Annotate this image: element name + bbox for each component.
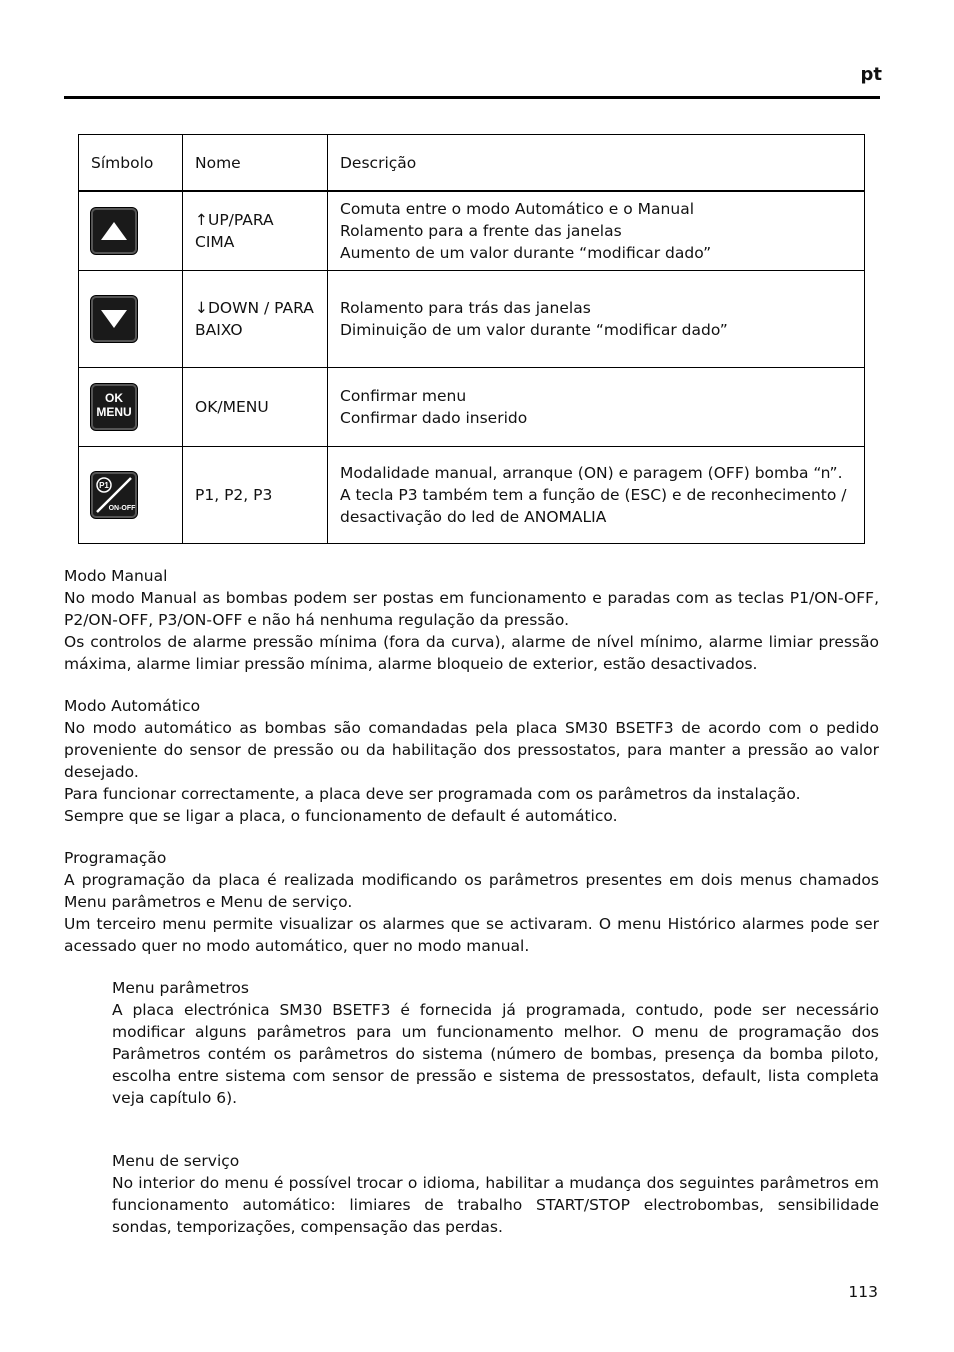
ok-label: OK — [105, 390, 123, 405]
symbol-cell — [79, 191, 183, 270]
up-arrow-key-icon — [91, 208, 137, 254]
p1-label: P1 — [99, 480, 109, 490]
table-header-row — [79, 135, 865, 192]
description-cell — [328, 270, 865, 367]
paragraph: A placa electrónica SM30 BSETF3 é fornecida já programada, contudo, pode ser necessário modificar alguns parâmetros para um funcionamento melhor. O menu de programação dos Parâmetros contém os parâmetros do sistema (número de bombas, presença da bomba piloto, escolha entre sistema com sensor de pressão e sistema de pressostatos, default, lista completa veja capítulo 6). — [112, 1001, 879, 1107]
section-service-menu — [112, 1150, 879, 1238]
symbol-cell — [79, 367, 183, 446]
description-line: Diminuição de um valor durante “modificar dado” — [340, 320, 728, 339]
description-line: Modalidade manual, arranque (ON) e paragem (OFF) bomba “n”. — [340, 463, 843, 482]
table-row — [79, 191, 865, 270]
description-line: Confirmar menu — [340, 386, 467, 405]
down-arrow-key-icon — [91, 296, 137, 342]
section-manual — [64, 565, 879, 675]
description-cell — [328, 191, 865, 270]
name-cell: ↑UP/PARA CIMA — [183, 191, 328, 270]
name-cell: ↓DOWN / PARA BAIXO — [183, 270, 328, 367]
description-cell — [328, 446, 865, 543]
section-title: Menu de serviço — [112, 1152, 240, 1170]
paragraph: No modo automático as bombas são comandadas pela placa SM30 BSETF3 de acordo com o pedido proveniente do sensor de pressão ou da habilitação dos pressostatos, para manter a pressão ao valor desejado. — [64, 719, 879, 781]
description-cell — [328, 367, 865, 446]
paragraph: A programação da placa é realizada modificando os parâmetros presentes em dois menus chamados Menu parâmetros e Menu de serviço. — [64, 871, 879, 911]
description-line: Confirmar dado inserido — [340, 408, 528, 427]
header-description: Descrição — [328, 135, 865, 192]
header-name: Nome — [183, 135, 328, 192]
table-row — [79, 446, 865, 543]
p1-on-off-key-icon — [91, 472, 137, 518]
language-code: pt — [860, 64, 882, 85]
section-title: Modo Manual — [64, 567, 168, 585]
section-title: Menu parâmetros — [112, 979, 249, 997]
page-number: 113 — [848, 1283, 878, 1301]
name-cell: OK/MENU — [183, 367, 328, 446]
section-title: Modo Automático — [64, 697, 201, 715]
description-line: Comuta entre o modo Automático e o Manual — [340, 199, 695, 218]
description-line: Rolamento para trás das janelas — [340, 298, 591, 317]
paragraph: Sempre que se ligar a placa, o funcionamento de default é automático. — [64, 807, 618, 825]
on-off-label: ON-OFF — [108, 504, 136, 512]
paragraph: Um terceiro menu permite visualizar os alarmes que se activaram. O menu Histórico alarmes pode ser acessado quer no modo automático, quer no modo manual. — [64, 915, 879, 955]
keys-table — [78, 134, 865, 544]
paragraph: No interior do menu é possível trocar o idioma, habilitar a mudança dos seguintes parâmetros em funcionamento automático: limiares de trabalho START/STOP electrobombas, sensibilidade sondas, temporizações, compensação das perdas. — [112, 1174, 879, 1236]
table-row — [79, 270, 865, 367]
description-line: A tecla P3 também tem a função de (ESC) e de reconhecimento / desactivação do led de ANOMALIA — [340, 485, 847, 526]
section-title: Programação — [64, 849, 167, 867]
ok-menu-key-icon — [91, 384, 137, 430]
section-programming — [64, 847, 879, 957]
paragraph: Para funcionar correctamente, a placa deve ser programada com os parâmetros da instalação. — [64, 785, 801, 803]
header-rule — [64, 96, 880, 99]
section-parameters-menu — [112, 977, 879, 1109]
section-automatic — [64, 695, 879, 827]
name-cell: P1, P2, P3 — [183, 446, 328, 543]
menu-label: MENU — [96, 404, 132, 419]
symbol-cell — [79, 446, 183, 543]
table-row — [79, 367, 865, 446]
description-line: Rolamento para a frente das janelas — [340, 221, 622, 240]
paragraph: Os controlos de alarme pressão mínima (fora da curva), alarme de nível mínimo, alarme limiar pressão máxima, alarme limiar pressão mínima, alarme bloqueio de exterior, estão desactivados. — [64, 633, 879, 673]
symbol-cell — [79, 270, 183, 367]
description-line: Aumento de um valor durante “modificar dado” — [340, 243, 712, 262]
header-symbol: Símbolo — [79, 135, 183, 192]
paragraph: No modo Manual as bombas podem ser postas em funcionamento e paradas com as teclas P1/ON-OFF, P2/ON-OFF, P3/ON-OFF e não há nenhuma regulação da pressão. — [64, 589, 879, 629]
